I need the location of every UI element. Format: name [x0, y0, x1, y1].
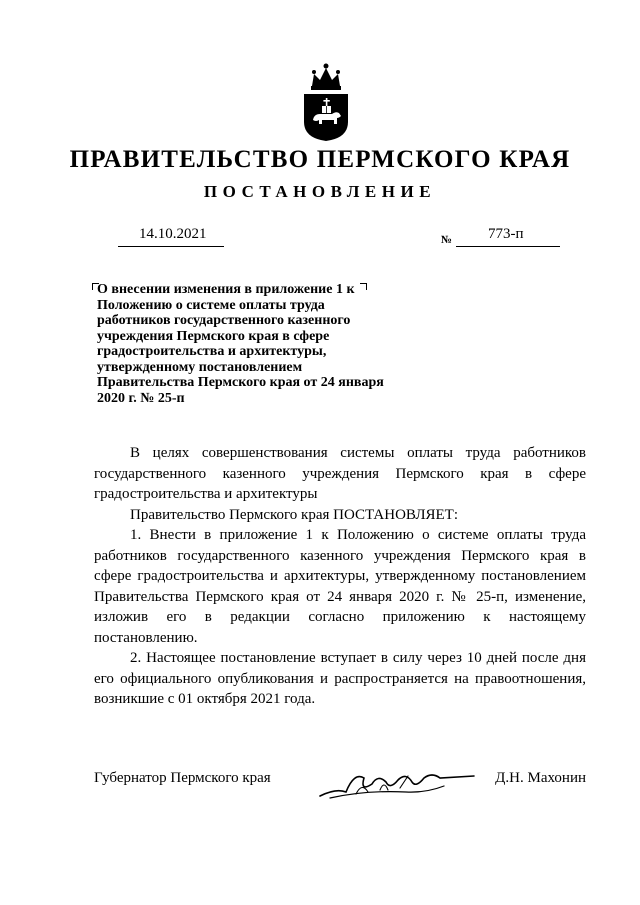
- government-name: ПРАВИТЕЛЬСТВО ПЕРМСКОГО КРАЯ: [69, 146, 571, 173]
- document-body: [94, 443, 586, 710]
- handwritten-signature-icon: [316, 766, 476, 802]
- document-number: 773-п: [488, 226, 524, 242]
- number-underline: [456, 246, 560, 247]
- date-underline: [118, 246, 224, 247]
- number-sign: №: [441, 234, 453, 246]
- item-1-paragraph: 1. Внести в приложение 1 к Положению о системе оплаты труда работников государственного казенного учреждения Пермского края в сфере градостроительства и архитектуры, утвержденному постановлением Правительства Пермского края от 24 января 2020 г. № 25-п, изменение, изложив его в редакции согласно приложению к настоящему постановлению.: [94, 527, 586, 646]
- signer-name: Д.Н. Махонин: [495, 770, 586, 786]
- signer-position: Губернатор Пермского края: [94, 770, 271, 786]
- document-date: 14.10.2021: [139, 226, 207, 242]
- document-type: ПОСТАНОВЛЕНИЕ: [203, 182, 437, 201]
- document-subject: О внесении изменения в приложение 1 к Положению о системе оплаты труда работников государственного казенного учреждения Пермского края в сфере градостроительства и архитектуры, утвержденному постановлением Правительства Пермского края от 24 января 2020 г. № 25-п: [97, 282, 384, 406]
- signature-block: [94, 766, 586, 806]
- item-2-paragraph: 2. Настоящее постановление вступает в силу через 10 дней после дня его официального опубликования и распространяется на правоотношения, возникшие с 01 октября 2021 года.: [94, 650, 586, 707]
- perm-krai-coat-of-arms-icon: [300, 60, 352, 142]
- preamble-paragraph: В целях совершенствования системы оплаты труда работников государственного казенного учреждения Пермского края в сфере градостроительства и архитектуры: [94, 445, 586, 502]
- resolves-paragraph: Правительство Пермского края ПОСТАНОВЛЯЕТ:: [130, 506, 459, 523]
